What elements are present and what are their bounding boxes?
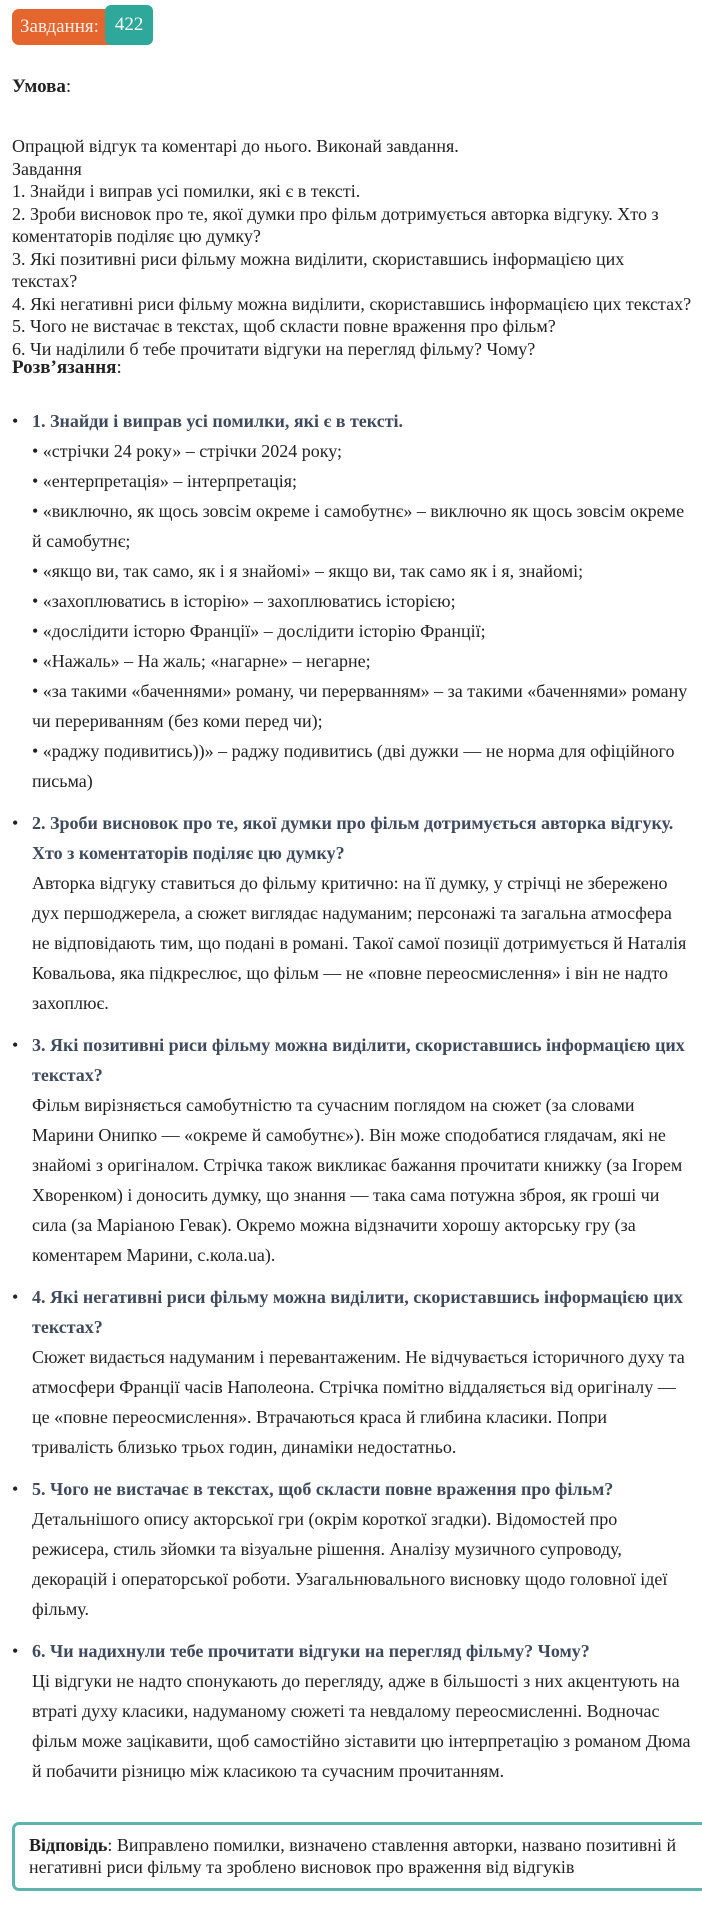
correction: • «виключно, як щось зовсім окреме і самобутнє» – виключно як щось зовсім окреме й самобутнє; [32,501,685,551]
solution-item [12,1282,692,1462]
condition-heading-text: Умова [12,76,66,97]
question: • 5. Чого не вистачає в текстах, щоб скласти повне враження про фільм? [32,1479,614,1499]
solution-item [12,406,692,796]
answer-text: Сюжет видається надуманим і перевантаженим. Не відчувається історичного духу та атмосфери Франції часів Наполеона. Стрічка помітно віддаляється від оригіналу — це «повне переосмислення». Втрачаються краса й глибина класики. Попри тривалість близько трьох годин, динаміки недостатньо. [32,1347,685,1457]
solution-colon: : [116,357,122,378]
answer-text: Авторка відгуку ставиться до фільму критично: на її думку, у стрічці не збережено дух першоджерела, а сюжет виглядає надуманим; персонажі та загальна атмосфера не відповідають тим, що подані в романі. Такої самої позиції дотримується й Наталія Ковальова, яка підкреслює, що фільм — не «повне переосмислення» і він не надто захоплює. [32,873,687,1013]
solution-heading-text: Розв’язання [12,357,117,378]
task-line: 4. Які негативні риси фільму можна виділити, скориставшись інформацією цих текстах? [12,293,692,314]
task-line: 1. Знайди і виправ усі помилки, які є в тексті. [12,181,361,201]
task-line: Завдання [12,158,82,179]
task-badge [12,9,153,45]
task-text [12,135,692,360]
solution-item [12,808,692,1018]
question: • 1. Знайди і виправ усі помилки, які є в тексті. [32,411,404,431]
correction: • «захоплюватись в історію» – захоплюватись історією; [32,591,456,611]
answer-text: Фільм вирізняється самобутністю та сучасним поглядом на сюжет (за словами Марини Онипко — «окреме й самобутнє»). Він може сподобатися глядачам, які не знайомі з оригіналом. Стрічка також викликає бажання прочитати книжку (за Ігорем Хворенком) і доносить думку, що знання — така сама потужна зброя, як гроші чи сила (за Маріаною Гевак). Окремо можна відзначити хорошу акторську гру (за коментарем Марини, с.кола.ua). [32,1095,683,1265]
final-answer-box [12,1822,702,1891]
question: • 2. Зроби висновок про те, якої думки про фільм дотримується авторка відгуку. Хто з коментаторів поділяє цю думку? [32,813,674,863]
task-line: 5. Чого не вистачає в текстах, щоб скласти повне враження про фільм? [12,316,556,336]
task-line: Опрацюй відгук та коментарі до нього. Виконай завдання. [12,136,459,156]
correction: • «якщо ви, так само, як і я знайомі» – якщо ви, так само як і я, знайомі; [32,561,584,581]
task-line: 6. Чи наділили б тебе прочитати відгуки на перегляд фільму? Чому? [12,338,536,359]
solution-heading [12,357,122,379]
solution-item [12,1636,692,1786]
question: • 3. Які позитивні риси фільму можна виділити, скориставшись інформацією цих текстах? [32,1035,685,1085]
task-number: 422 [105,5,154,45]
answer-text: Ці відгуки не надто спонукають до перегляду, адже в більшості з них акцентують на втраті духу класики, надуманому сюжеті та невдалому переосмисленні. Водночас фільм може зацікавити, щоб самостійно зіставити цю інтерпретацію з романом Дюма й побачити різницю між класикою та сучасним прочитанням. [32,1671,691,1781]
question: • 6. Чи надихнули тебе прочитати відгуки на перегляд фільму? Чому? [32,1641,590,1661]
correction: • «ентерпретація» – інтерпретація; [32,471,297,491]
correction: • «раджу подивитись))» – раджу подивитись (дві дужки — не норма для офіційного письма) [32,741,675,791]
task-line: 3. Які позитивні риси фільму можна виділити, скориставшись інформацією цих текстах? [12,248,625,291]
question: • 4. Які негативні риси фільму можна виділити, скориставшись інформацією цих текстах? [32,1287,683,1337]
condition-heading [12,76,71,98]
correction: • «стрічки 24 року» – стрічки 2024 року; [32,441,343,461]
task-line: 2. Зроби висновок про те, якої думки про фільм дотримується авторка відгуку. Хто з коментаторів поділяє цю думку? [12,203,659,246]
correction: • «за такими «баченнями» роману, чи перерванням» – за такими «баченнями» роману чи перериванням (без коми перед чи); [32,681,688,731]
answer-text: Детальнішого опису акторської гри (окрім короткої згадки). Відомостей про режисера, стиль зйомки та візуальне рішення. Аналізу музичного супроводу, декорацій і операторської роботи. Узагальнювального висновку щодо головної ідеї фільму. [32,1509,668,1619]
final-answer-label: Відповідь [29,1835,108,1855]
solution-item [12,1030,692,1270]
solution-item [12,1474,692,1624]
correction: • «Нажаль» – На жаль; «нагарне» – негарне; [32,651,371,671]
final-answer-text: : Виправлено помилки, визначено ставлення авторки, названо позитивні й негативні риси фільму та зроблено висновок про враження від відгуків [29,1835,677,1877]
task-label: Завдання: [20,16,99,37]
solution-list [12,406,692,1798]
correction: • «дослідити історю Франції» – дослідити історію Франції; [32,621,486,641]
condition-colon: : [65,76,72,97]
